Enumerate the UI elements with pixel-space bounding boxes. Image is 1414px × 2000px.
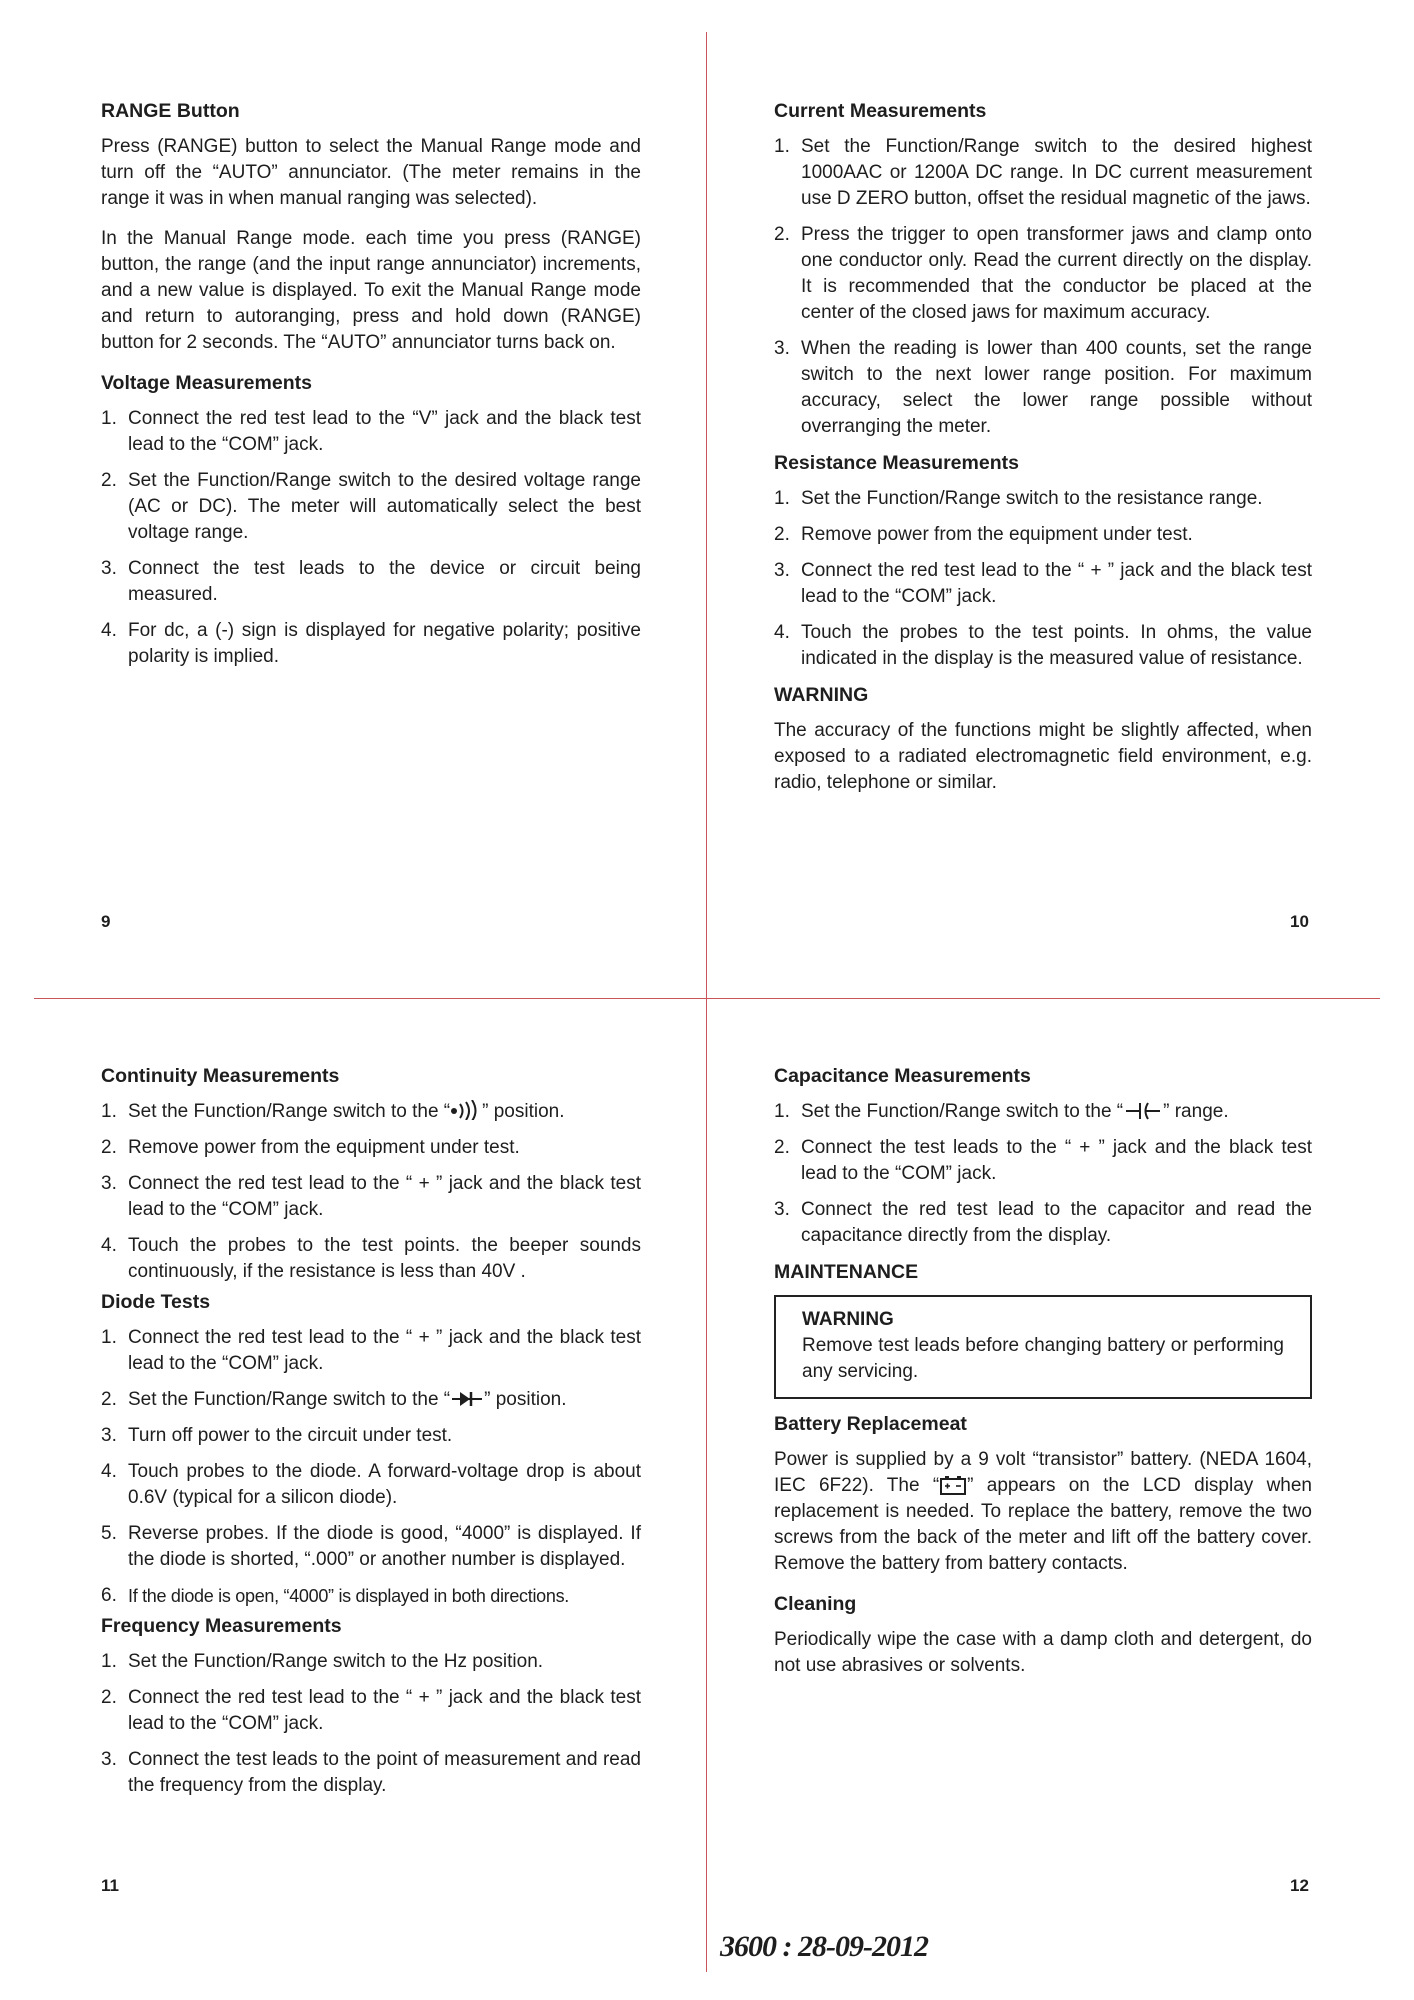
range-title: RANGE Button (101, 100, 240, 122)
current-title: Current Measurements (774, 100, 987, 122)
page-number-9: 9 (101, 912, 111, 931)
diode-title: Diode Tests (101, 1291, 211, 1313)
warning-box-text: Remove test leads before changing battery or performing any servicing. (802, 1335, 1284, 1382)
list-item: 2. Remove power from the equipment under test. (101, 1137, 520, 1158)
list-item: 4. Touch the probes to the test points. the beeper sounds continuously, if the resistance is less than 40V . (101, 1235, 641, 1282)
diode-icon (450, 1390, 484, 1408)
warning-text: The accuracy of the functions might be slightly affected, when exposed to a radiated electromagnetic field environment, e.g. radio, telephone or similar. (774, 720, 1312, 793)
horizontal-divider (34, 998, 1380, 999)
battery-text: Power is supplied by a 9 volt “transistor” battery. (NEDA 1604, IEC 6F22). The “ ” appears on the LCD display when replacement is needed. To replace the battery, remove the two screws from the back of the meter and lift off the battery cover. Remove the battery from battery contacts. (774, 1449, 1312, 1574)
range-paragraph-2: In the Manual Range mode. each time you press (RANGE) button, the range (and the input range annunciator) increments, and a new value is displayed. To exit the Manual Range mode and return to autoranging, press and hold down (RANGE) button for 2 seconds. The “AUTO” annunciator turns back on. (101, 228, 641, 353)
list-item: 3. Turn off power to the circuit under test. (101, 1425, 453, 1446)
capacitance-title: Capacitance Measurements (774, 1065, 1031, 1087)
list-item: 2. Press the trigger to open transformer jaws and clamp onto one conductor only. Read the current directly on the display. It is recommended that the conductor be placed at the center of the closed jaws for maximum accuracy. (774, 224, 1312, 323)
page-12 (774, 1063, 1312, 1693)
list-item: 5. Reverse probes. If the diode is good, “4000” is displayed. If the diode is shorted, “.000” or another number is displayed. (101, 1523, 641, 1570)
page-number-12: 12 (1290, 1876, 1309, 1895)
page-10 (774, 98, 1312, 810)
current-list (774, 134, 1312, 440)
voltage-list (101, 406, 641, 670)
cleaning-text: Periodically wipe the case with a damp cloth and detergent, do not use abrasives or solvents. (774, 1629, 1312, 1676)
list-item: 2. Connect the red test lead to the “ + ” jack and the black test lead to the “COM” jack. (101, 1687, 641, 1734)
list-item: 1. Set the Function/Range switch to the resistance range. (774, 488, 1263, 509)
list-item: 1. Connect the red test lead to the “V” jack and the black test lead to the “COM” jack. (101, 408, 641, 455)
list-item: 3. When the reading is lower than 400 counts, set the range switch to the next lower range position. For maximum accuracy, select the lower range possible without overranging the meter. (774, 338, 1312, 437)
frequency-title: Frequency Measurements (101, 1615, 342, 1637)
range-paragraph-1: Press (RANGE) button to select the Manual Range mode and turn off the “AUTO” annunciator. (The meter remains in the range it was in when manual ranging was selected). (101, 136, 641, 209)
page-number-11: 11 (101, 1876, 119, 1895)
voltage-title: Voltage Measurements (101, 372, 312, 394)
resistance-list (774, 486, 1312, 672)
list-item: 1. Set the Function/Range switch to the Hz position. (101, 1651, 544, 1672)
continuity-icon (450, 1100, 482, 1120)
page-number-10: 10 (1290, 912, 1309, 931)
list-item: 1. Set the Function/Range switch to the “ ” range. (774, 1101, 1229, 1122)
cleaning-title: Cleaning (774, 1593, 857, 1615)
continuity-title: Continuity Measurements (101, 1065, 340, 1087)
capacitor-icon (1123, 1101, 1163, 1121)
list-item: 3. Connect the red test lead to the “ + ” jack and the black test lead to the “COM” jack. (101, 1173, 641, 1220)
frequency-list (101, 1649, 641, 1799)
list-item: 1. Set the Function/Range switch to the desired highest 1000AAC or 1200A DC range. In DC current measurement use D ZERO button, offset the residual magnetic of the jaws. (774, 136, 1312, 209)
list-item: 6. If the diode is open, “4000” is displayed in both directions. (101, 1585, 569, 1606)
resistance-title: Resistance Measurements (774, 452, 1019, 474)
battery-icon (939, 1474, 967, 1496)
warning-box-title: WARNING (802, 1309, 894, 1330)
capacitance-list (774, 1099, 1312, 1249)
battery-title: Battery Replacemeat (774, 1413, 967, 1435)
list-item: 4. Touch probes to the diode. A forward-voltage drop is about 0.6V (typical for a silicon diode). (101, 1461, 641, 1508)
list-item: 2. Connect the test leads to the “ + ” jack and the black test lead to the “COM” jack. (774, 1137, 1312, 1184)
list-item: 4. Touch the probes to the test points. In ohms, the value indicated in the display is the measured value of resistance. (774, 622, 1312, 669)
warning-title: WARNING (774, 684, 869, 706)
list-item: 3. Connect the test leads to the point of measurement and read the frequency from the display. (101, 1749, 641, 1796)
maintenance-title: MAINTENANCE (774, 1261, 919, 1283)
list-item: 3. Connect the test leads to the device or circuit being measured. (101, 558, 641, 605)
page-9 (101, 98, 641, 680)
vertical-divider (706, 32, 707, 1972)
list-item: 1. Connect the red test lead to the “ + ” jack and the black test lead to the “COM” jack. (101, 1327, 641, 1374)
list-item: 2. Set the Function/Range switch to the “ ” position. (101, 1389, 567, 1410)
warning-box (774, 1295, 1312, 1399)
list-item: 3. Connect the red test lead to the capacitor and read the capacitance directly from the display. (774, 1199, 1312, 1246)
continuity-list (101, 1099, 641, 1285)
list-item: 2. Set the Function/Range switch to the desired voltage range (AC or DC). The meter will automatically select the best voltage range. (101, 470, 641, 543)
list-item: 2. Remove power from the equipment under test. (774, 524, 1193, 545)
list-item: 1. Set the Function/Range switch to the “ ” position. (101, 1101, 565, 1122)
diode-list (101, 1325, 641, 1609)
list-item: 4. For dc, a (-) sign is displayed for negative polarity; positive polarity is implied. (101, 620, 641, 667)
page-11 (101, 1063, 641, 1809)
list-item: 3. Connect the red test lead to the “ + ” jack and the black test lead to the “COM” jack. (774, 560, 1312, 607)
footer-code: 3600 : 28-09-2012 (720, 1930, 928, 1963)
